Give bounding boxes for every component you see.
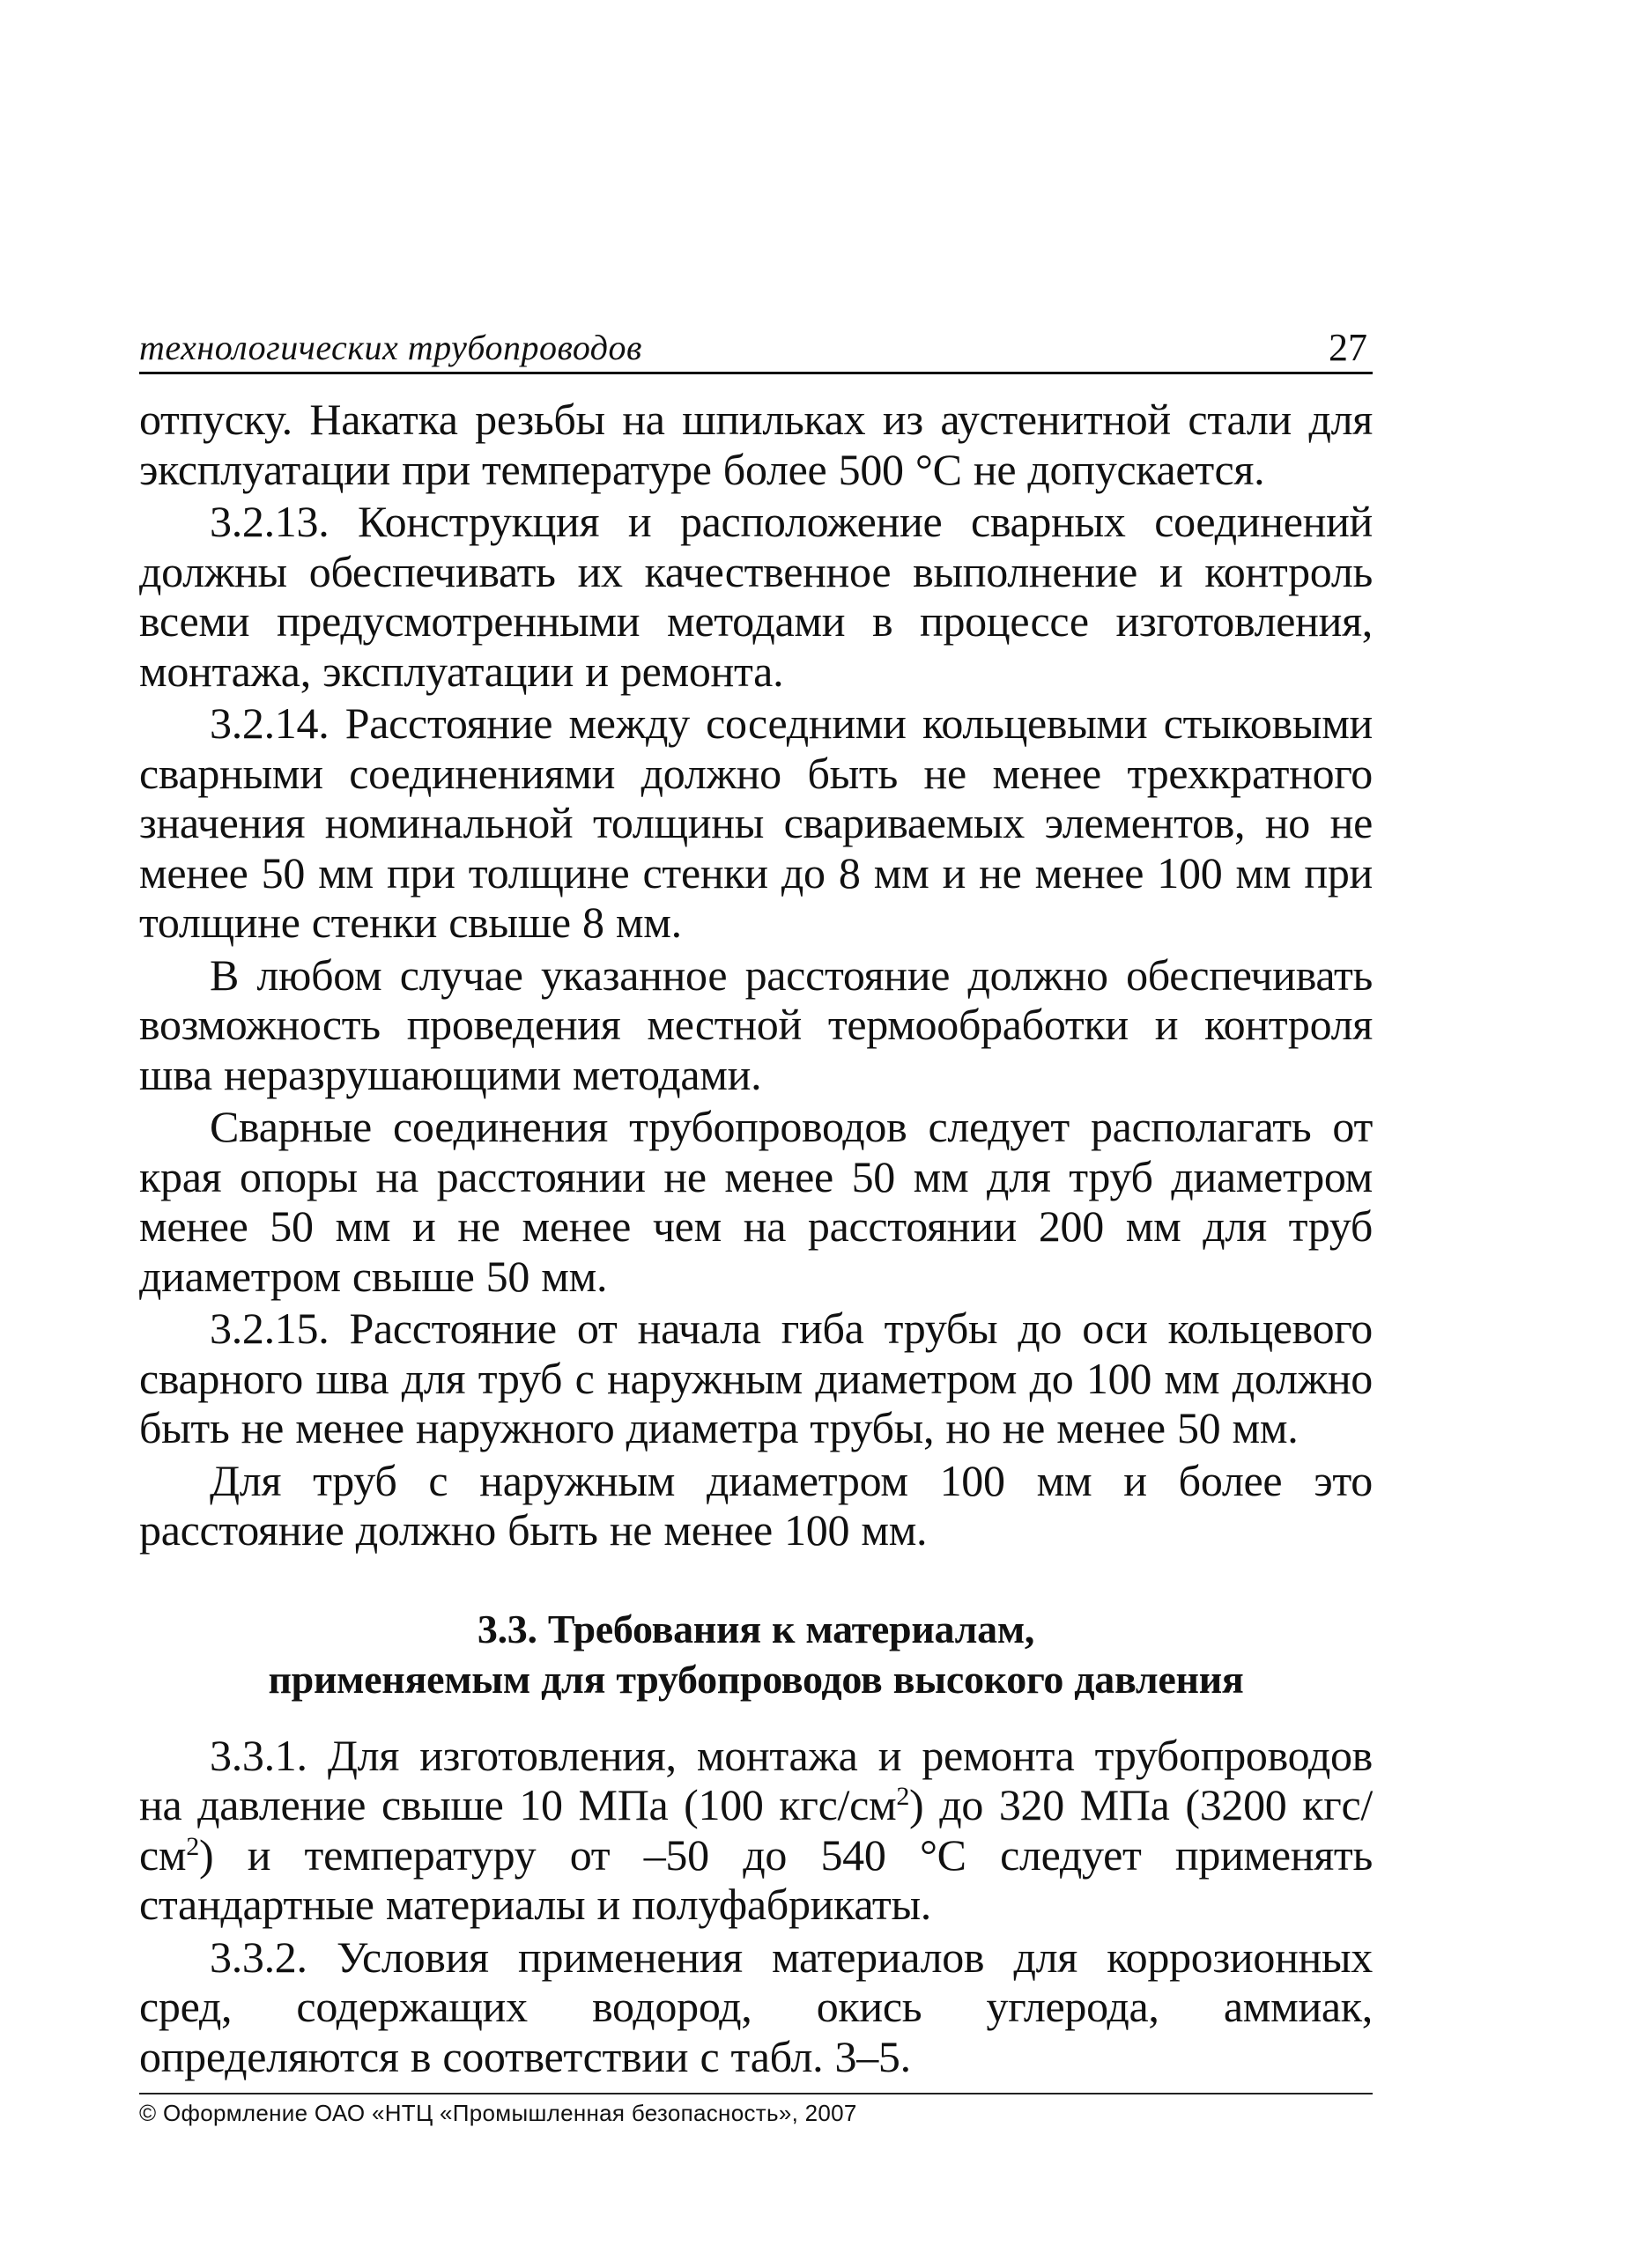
paragraph-3-2-13: 3.2.13. Конструкция и расположение сварных соединений должны обеспечивать их качественное выполнение и контроль всеми предусмотренными методами в процессе изготовления, монтажа, эксплуатации и ремонта. <box>139 497 1373 696</box>
body-text <box>139 395 1373 2084</box>
p331-text-3: ) и температуру от –50 до 540 °С следует применять стандартные материалы и полуфабрикаты. <box>139 1829 1373 1929</box>
paragraph-large-diameter: Для труб с наружным диаметром 100 мм и более это расстояние должно быть не менее 100 мм. <box>139 1455 1373 1555</box>
paragraph-3-3-2: 3.3.2. Условия применения материалов для коррозионных сред, содержащих водород, окись углерода, аммиак, определяются в соответствии с табл. 3–5. <box>139 1932 1373 2081</box>
superscript-2: 2 <box>896 1782 910 1811</box>
section-heading <box>139 1604 1373 1704</box>
section-heading-line-2: применяемым для трубопроводов высокого давления <box>268 1656 1244 1702</box>
page-number: 27 <box>1329 326 1367 369</box>
copyright-footer: © Оформление ОАО «НТЦ «Промышленная безопасность», 2007 <box>139 2100 857 2126</box>
footer-divider <box>139 2093 1373 2094</box>
paragraph-3-2-15: 3.2.15. Расстояние от начала гиба трубы до оси кольцевого сварного шва для труб с наружным диаметром до 100 мм должно быть не менее наружного диаметра трубы, но не менее 50 мм. <box>139 1304 1373 1452</box>
section-heading-line-1: 3.3. Требования к материалам, <box>477 1606 1035 1651</box>
paragraph-any-case: В любом случае указанное расстояние должно обеспечивать возможность проведения местной термообработки и контроля шва неразрушающими методами. <box>139 949 1373 1099</box>
p331-text-2: ) до 320 МПа (3200 кгс/см <box>139 1780 1373 1880</box>
paragraph-continuation: отпуску. Накатка резьбы на шпильках из аустенитной стали для эксплуатации при температуре более 500 °С не допускается. <box>139 395 1373 494</box>
superscript-2: 2 <box>186 1831 199 1861</box>
p331-text-1: 3.3.1. Для изготовления, монтажа и ремонта трубопроводов на давление свыше 10 МПа (100 кгс/см <box>139 1730 1373 1829</box>
running-title: технологических трубопроводов <box>139 328 642 367</box>
paragraph-support-distance: Сварные соединения трубопроводов следует располагать от края опоры на расстоянии не менее 50 мм для труб диаметром менее 50 мм и не менее чем на расстоянии 200 мм для труб диаметром свыше 50 мм. <box>139 1102 1373 1301</box>
paragraph-3-2-14: 3.2.14. Расстояние между соседними кольцевыми стыковыми сварными соединениями должно быть не менее трехкратного значения номинальной толщины свариваемых элементов, но не менее 50 мм при толщине стенки до 8 мм и не менее 100 мм при толщине стенки свыше 8 мм. <box>139 698 1373 947</box>
running-header <box>139 319 1373 374</box>
paragraph-3-3-1 <box>139 1731 1373 1930</box>
